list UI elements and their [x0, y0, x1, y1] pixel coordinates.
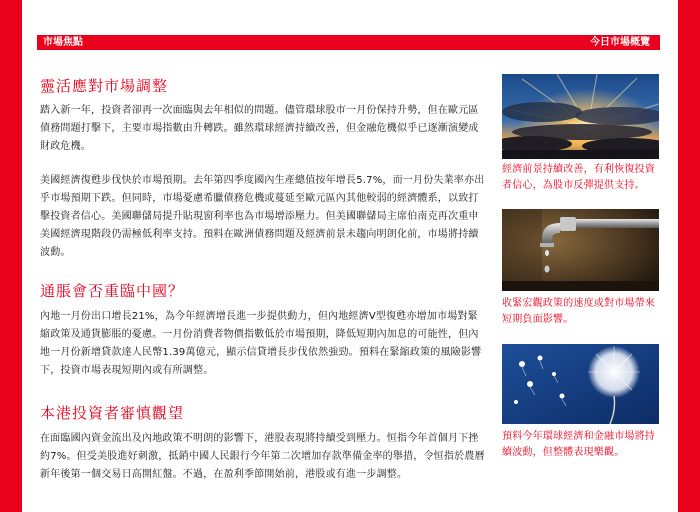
- section-label: 市場焦點: [43, 37, 83, 48]
- paragraph: 在面臨國內資金流出及內地政策不明朗的影響下，港股表現將持續受到壓力。恒指今年首個月下挫約7%。但受美股進好刺激，抵銷中國人民銀行今年第二次增加存款準備金率的舉措，令恒指於農曆新年後第一個交易日高開紅盤。不過，在盈利季節開始前，港股或有進一步調整。: [40, 433, 485, 480]
- photo-caption: 收緊宏觀政策的速度或對市場帶來短期負面影響。: [502, 298, 655, 325]
- section-heading: 本港投資者審慎觀望: [40, 404, 185, 422]
- dandelion-seeds-photo: [502, 344, 659, 424]
- sunset-clouds-photo: [502, 74, 659, 159]
- photo-caption: 預料今年環球經濟和金融市場將持續波動，但整體表現樂觀。: [502, 431, 655, 458]
- section-heading: 通脹會否重臨中國？: [40, 282, 185, 300]
- paragraph: 美國經濟復甦步伐快於市場預期。去年第四季度國內生產總值按年增長5.7%，而一月份失業率亦出乎市場預期下跌。但同時，市場憂慮希臘債務危機或蔓延至歐元區內其他較弱的經濟體系，以致打擊投資者信心。美國聯儲局提升貼現窗利率也為市場增添壓力。但美國聯儲局主席伯南克再次重申美國經濟現階段仍需極低利率支持。預料在歐洲債務問題及經濟前景未趨向明朗化前，市場將持續波動。: [40, 175, 485, 258]
- photo-caption: 經濟前景持續改善，有利恢復投資者信心，為股市反彈提供支持。: [502, 164, 655, 191]
- paragraph: 踏入新一年，投資者卻再一次面臨與去年相似的問題。儘管環球股市一月份保持升勢，但在歐元區債務問題打擊下，主要市場指數由升轉跌。雖然環球經濟持續改善，但金融危機似乎已逐漸演變成財政危機。: [40, 105, 479, 152]
- section-heading: 靈活應對市場調整: [40, 77, 169, 95]
- overview-label: 今日市場概覽: [590, 37, 650, 48]
- header-bar: [37, 35, 660, 50]
- paragraph: 內地一月份出口增長21%，為今年經濟增長進一步提供動力，但內地經濟V型復甦亦增加市場對緊縮政策及通貨膨脹的憂慮。一月份消費者物價指數低於市場預期，降低短期內加息的可能性，但內地一月份新增貸款達人民幣1.39萬億元，顯示信貸增長步伐依然強勁。預料在緊縮政策的風險影響下，投資市場表現短期內或有所調整。: [40, 311, 482, 376]
- dripping-faucet-photo: [502, 209, 659, 291]
